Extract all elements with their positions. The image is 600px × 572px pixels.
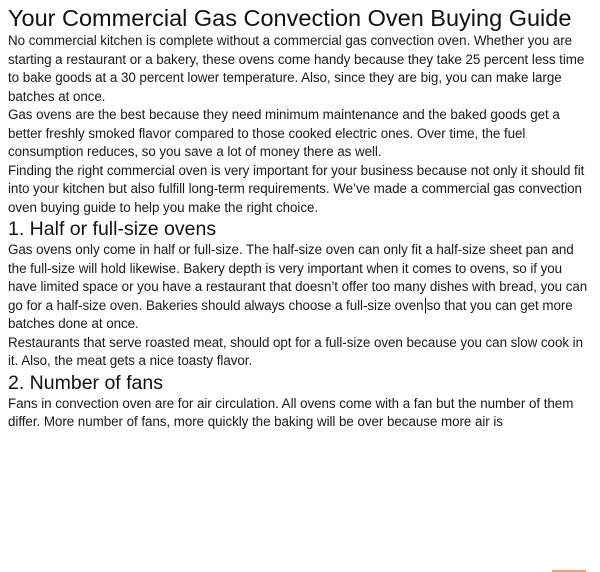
document-body[interactable]	[8, 0, 592, 432]
section-1-paragraph-1	[8, 241, 592, 334]
intro-paragraph-1: No commercial kitchen is complete without a commercial gas convection oven. Whether you are starting a restaurant or a bakery, these ovens come handy because they take 25 percent less time to bake goods at a 30 percent lower temperature. Also, since they are big, you can make large batches at once.	[8, 33, 585, 104]
section-2-paragraph-1: Fans in convection oven are for air circulation. All ovens come with a fan but the number of them differ. More number of fans, more quickly the baking will be over because more air is	[8, 395, 574, 429]
text-cursor	[425, 298, 426, 313]
page-title: Your Commercial Gas Convection Oven Buying Guide	[8, 5, 572, 31]
paragraph-text-after-cursor: so that you can get more batches done at once.	[8, 297, 573, 331]
intro-paragraph-2: Gas ovens are the best because they need minimum maintenance and the baked goods get a better freshly smoked flavor compared to those cooked electric ones. Over time, the fuel consumption reduces, so you save a lot of money there as well.	[8, 107, 560, 159]
section-1-paragraph-2: Restaurants that serve roasted meat, should opt for a full-size oven because you can slow cook in it. Also, the meat gets a nice toasty flavor.	[8, 334, 583, 368]
section-heading-half-or-full-size: 1. Half or full-size ovens	[8, 218, 217, 240]
intro-paragraph-3: Finding the right commercial oven is very important for your business because not only it should fit into your kitchen but also fulfill long-term requirements. We’ve made a commercial gas convection oven buying guide to help you make the right choice.	[8, 162, 585, 215]
paragraph-text-before-cursor: Gas ovens only come in half or full-size. The half-size oven can only fit a half-size sheet pan and the full-size will hold likewise. Bakery depth is very important when it comes to ovens, so if you have limited space or you have a restaurant that doesn’t offer too many dishes with bread, you can go for a half-size oven. Bakeries should always choose a full-size oven	[8, 242, 588, 313]
section-heading-number-of-fans: 2. Number of fans	[8, 371, 163, 394]
